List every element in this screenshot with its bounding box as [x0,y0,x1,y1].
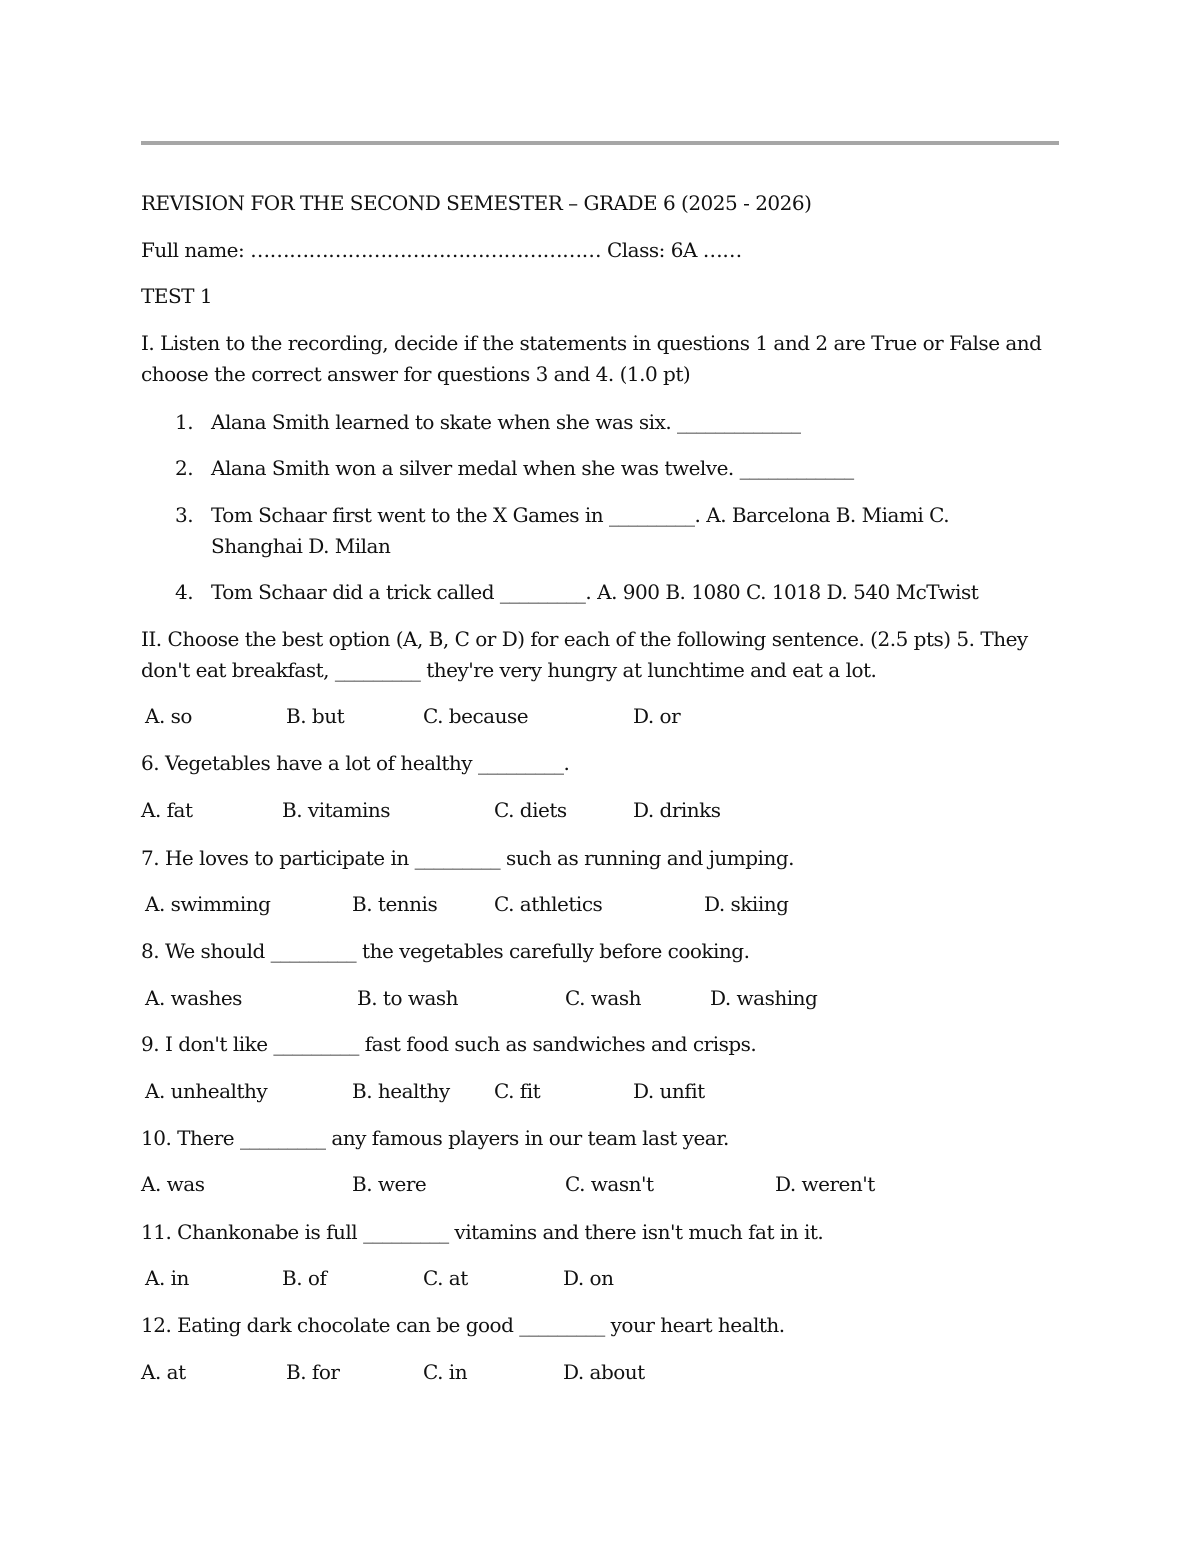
option-b: B. to wash [357,986,459,1010]
option-d: D. on [563,1266,614,1290]
option-d: D. drinks [633,798,721,822]
option-d: D. unfit [633,1079,705,1103]
item-text: Alana Smith learned to skate when she was six. _____________ [211,410,801,434]
answer-options [141,1263,1059,1294]
option-c: C. fit [494,1079,541,1103]
option-a: A. fat [141,798,193,822]
option-c: C. at [423,1266,468,1290]
item-text: Alana Smith won a silver medal when she was twelve. ____________ [211,456,854,480]
option-b: B. vitamins [282,798,391,822]
section2-instruction: II. Choose the best option (A, B, C or D) for each of the following sentence. (2.5 pts) 5. They don't eat breakfast, _________ they're very hungry at lunchtime and eat a lot. [141,627,1028,682]
answer-options [141,1076,1059,1107]
option-d: D. about [563,1360,645,1384]
option-b: B. of [282,1266,327,1290]
option-b: B. for [286,1360,340,1384]
option-d: D. or [633,704,681,728]
option-a: A. swimming [145,892,271,916]
option-c: C. wash [565,986,641,1010]
item-number: 1. [175,410,194,434]
question-11: 11. Chankonabe is full _________ vitamins and there isn't much fat in it. [141,1220,824,1244]
question-12: 12. Eating dark chocolate can be good _________ your heart health. [141,1313,785,1337]
item-number: 2. [175,456,194,480]
answer-options [141,1169,1059,1200]
option-d: D. weren't [775,1172,875,1196]
test-label: TEST 1 [141,284,213,308]
option-a: A. washes [145,986,242,1010]
option-a: A. at [141,1360,186,1384]
item-number: 4. [175,580,194,604]
question-6: 6. Vegetables have a lot of healthy _________. [141,751,570,775]
option-c: C. athletics [494,892,603,916]
answer-options [141,1357,1059,1388]
option-c: C. diets [494,798,567,822]
option-c: C. because [423,704,529,728]
option-b: B. but [286,704,345,728]
header-divider [141,141,1059,145]
option-d: D. washing [710,986,818,1010]
answer-options [141,889,1059,920]
option-a: A. so [145,704,192,728]
answer-options [141,983,1059,1014]
option-b: B. were [352,1172,427,1196]
option-a: A. unhealthy [145,1079,268,1103]
answer-options [141,701,1059,732]
option-b: B. tennis [352,892,438,916]
document-title: REVISION FOR THE SECOND SEMESTER – GRADE 6 (2025 - 2026) [141,191,812,215]
option-c: C. wasn't [565,1172,654,1196]
question-10: 10. There _________ any famous players in our team last year. [141,1126,729,1150]
option-a: A. was [141,1172,205,1196]
question-7: 7. He loves to participate in _________ such as running and jumping. [141,846,794,870]
option-a: A. in [145,1266,189,1290]
item-text: Tom Schaar did a trick called _________. A. 900 B. 1080 C. 1018 D. 540 McTwist [211,580,979,604]
item-text: Tom Schaar first went to the X Games in _________. A. Barcelona B. Miami C. Shanghai D. Milan [211,503,950,558]
question-9: 9. I don't like _________ fast food such as sandwiches and crisps. [141,1032,757,1056]
option-d: D. skiing [704,892,789,916]
section1-instruction: I. Listen to the recording, decide if the statements in questions 1 and 2 are True or False and choose the correct answer for questions 3 and 4. (1.0 pt) [141,331,1042,386]
question-8: 8. We should _________ the vegetables carefully before cooking. [141,939,750,963]
fullname-class-line: Full name: ……………………………………………… Class: 6A …… [141,238,742,262]
answer-options [141,795,1059,826]
option-c: C. in [423,1360,468,1384]
option-b: B. healthy [352,1079,450,1103]
item-number: 3. [175,503,194,527]
